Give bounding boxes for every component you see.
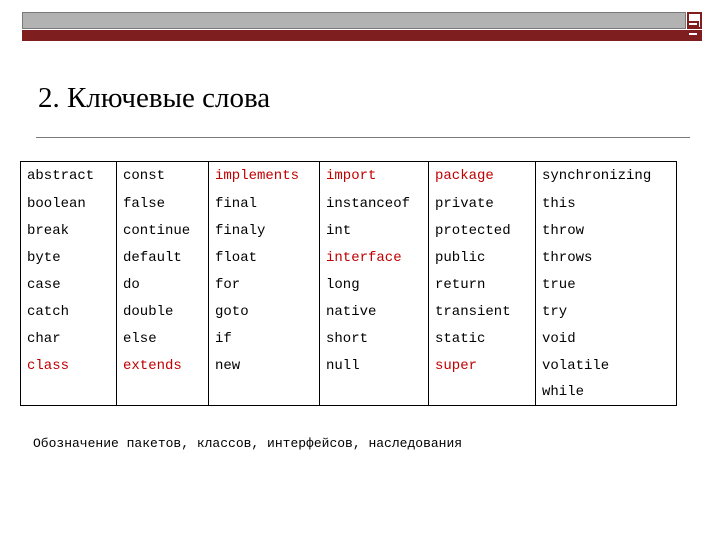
keyword-cell: case [21,271,117,298]
keyword-cell: if [209,325,320,352]
keyword-cell: null [320,352,429,379]
keyword-cell: while [536,379,677,406]
header-grey-bar [22,12,686,29]
keyword-cell: boolean [21,190,117,217]
keyword-cell [21,379,117,406]
keyword-cell: this [536,190,677,217]
keyword-cell: goto [209,298,320,325]
keyword-cell: break [21,217,117,244]
keyword-cell: native [320,298,429,325]
keyword-cell: extends [117,352,209,379]
table-row [21,190,677,217]
keyword-cell: static [429,325,536,352]
table-row [21,244,677,271]
keyword-cell: return [429,271,536,298]
table-row [21,379,677,406]
keyword-cell: else [117,325,209,352]
keyword-cell: package [429,162,536,191]
keyword-cell: void [536,325,677,352]
table-row [21,325,677,352]
keyword-cell: instanceof [320,190,429,217]
keyword-cell: private [429,190,536,217]
keyword-cell: final [209,190,320,217]
keyword-cell: volatile [536,352,677,379]
table-row [21,162,677,191]
keyword-cell: for [209,271,320,298]
keyword-cell: float [209,244,320,271]
keyword-cell: abstract [21,162,117,191]
keyword-cell: int [320,217,429,244]
keyword-cell: import [320,162,429,191]
title-divider [36,137,690,138]
keywords-table-body [21,162,677,406]
keyword-cell: class [21,352,117,379]
keyword-cell: synchronizing [536,162,677,191]
header-red-bar [22,30,702,41]
keyword-cell: long [320,271,429,298]
keyword-cell [117,379,209,406]
keyword-cell: interface [320,244,429,271]
keyword-cell: super [429,352,536,379]
slide-caption: Обозначение пакетов, классов, интерфейсов, наследования [33,436,463,451]
keyword-cell: continue [117,217,209,244]
keywords-table [20,161,677,406]
keyword-cell: true [536,271,677,298]
keyword-cell: public [429,244,536,271]
keyword-cell: false [117,190,209,217]
bullet-square-icon [687,31,699,37]
keyword-cell: do [117,271,209,298]
bullet-square-icon [687,21,699,27]
keyword-cell: throws [536,244,677,271]
table-row [21,217,677,244]
keyword-cell: finaly [209,217,320,244]
keyword-cell: transient [429,298,536,325]
keyword-cell: byte [21,244,117,271]
keyword-cell: const [117,162,209,191]
keyword-cell: protected [429,217,536,244]
keyword-cell [209,379,320,406]
slide-title: 2. Ключевые слова [38,82,271,114]
keyword-cell: implements [209,162,320,191]
keyword-cell [320,379,429,406]
keyword-cell: char [21,325,117,352]
keyword-cell: throw [536,217,677,244]
keyword-cell: catch [21,298,117,325]
table-row [21,271,677,298]
keyword-cell: default [117,244,209,271]
keyword-cell: short [320,325,429,352]
keyword-cell: double [117,298,209,325]
table-row [21,352,677,379]
keyword-cell: try [536,298,677,325]
keyword-cell: new [209,352,320,379]
table-row [21,298,677,325]
keyword-cell [429,379,536,406]
